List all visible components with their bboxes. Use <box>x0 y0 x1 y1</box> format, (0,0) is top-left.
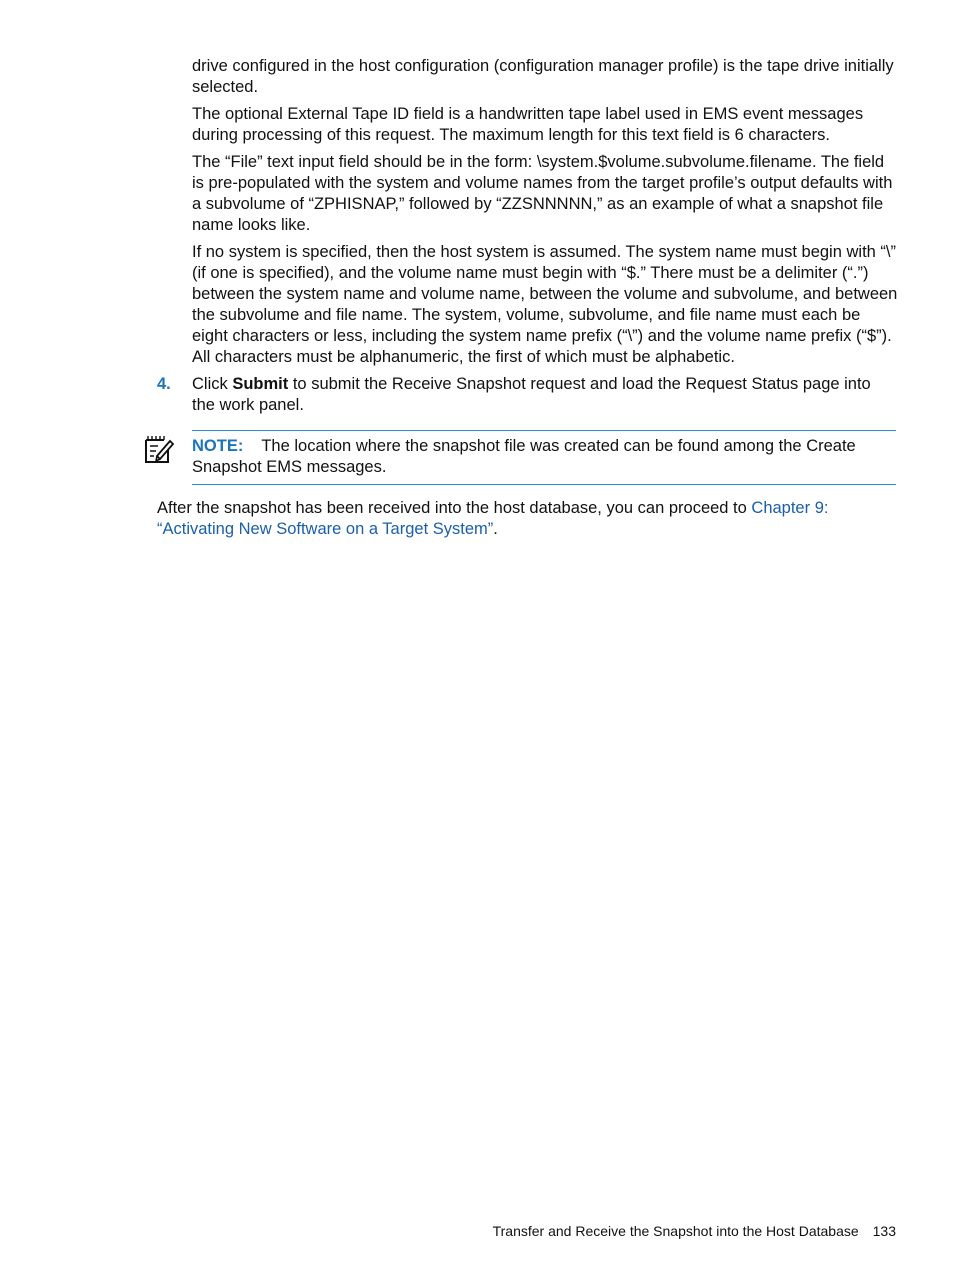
step-submit-bold: Submit <box>232 375 289 393</box>
step-number: 4. <box>157 375 171 393</box>
chapter-9-link[interactable]: Chapter 9: “Activating New Software on a Target System” <box>157 499 829 538</box>
paragraph-tape-drive: drive configured in the host configuration (configuration manager profile) is the tape drive initially selected. <box>192 57 894 96</box>
note-label: NOTE: <box>192 437 244 455</box>
page-footer <box>493 1222 896 1240</box>
page-number: 133 <box>872 1223 896 1239</box>
step-text <box>192 374 898 416</box>
step-suffix: to submit the Receive Snapshot request and load the Request Status page into the work panel. <box>192 375 871 414</box>
paragraph-file-field: The “File” text input field should be in the form: \system.$volume.subvolume.filename. The field is pre-populated with the system and volume names from the target profile’s output defaults with a subvolume of “ZPHISNAP,” followed by “ZZSNNNNN,” as an example of what a snapshot file name looks like. <box>192 153 893 234</box>
note-box <box>192 430 896 485</box>
paragraph-system-name-rules: If no system is specified, then the host system is assumed. The system name must begin with “\” (if one is specified), and the volume name must begin with “$.” There must be a delimiter (“.”) between the system name and volume name, between the volume and subvolume, and between the subvolume and file name. The system, volume, subvolume, and file name must each be eight characters or less, including the system name prefix (“\”) and the volume name prefix (“$”). All characters must be alphanumeric, the first of which must be alphabetic. <box>192 243 898 366</box>
note-pencil-icon <box>143 434 175 466</box>
note-text: The location where the snapshot file was created can be found among the Create Snapshot EMS messages. <box>192 437 856 476</box>
after-end: . <box>493 520 498 538</box>
step-prefix: Click <box>192 375 233 393</box>
footer-title: Transfer and Receive the Snapshot into the Host Database <box>492 1223 859 1239</box>
after-text: After the snapshot has been received into the host database, you can proceed to <box>157 499 752 517</box>
after-paragraph <box>157 498 897 540</box>
paragraph-external-tape-id: The optional External Tape ID field is a handwritten tape label used in EMS event messages during processing of this request. The maximum length for this text field is 6 characters. <box>192 105 864 144</box>
